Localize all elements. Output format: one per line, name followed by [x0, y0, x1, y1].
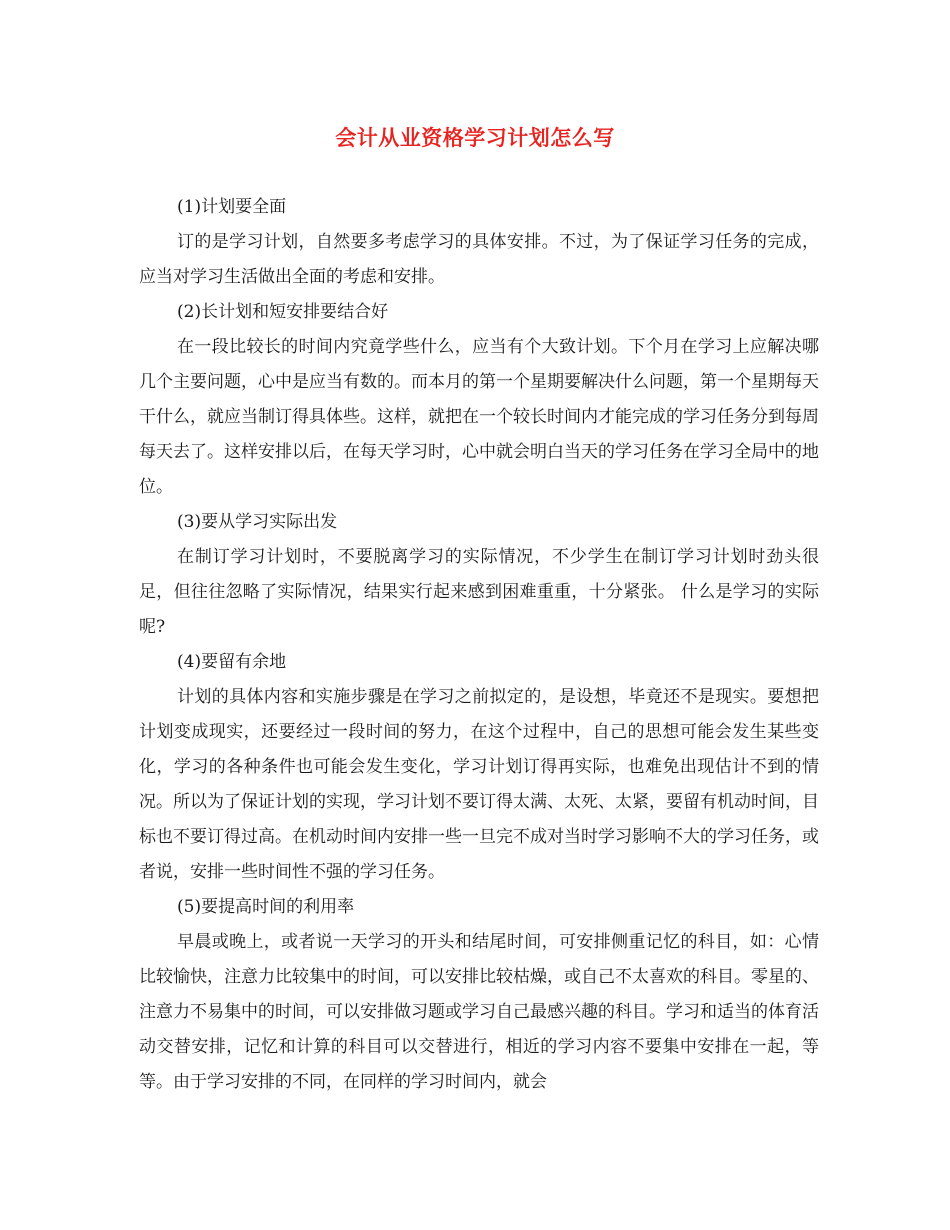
document-body	[139, 190, 819, 1100]
document-title: 会计从业资格学习计划怎么写	[335, 125, 615, 150]
heading-2: (2)长计划和短安排要结合好	[177, 302, 389, 322]
paragraph-3: 在制订学习计划时，不要脱离学习的实际情况，不少学生在制订学习计划时劲头很足，但往往忽略了实际情况，结果实行起来感到困难重重，十分紧张。 什么是学习的实际呢?	[139, 547, 819, 637]
heading-3: (3)要从学习实际出发	[177, 512, 338, 532]
heading-4: (4)要留有余地	[177, 652, 287, 672]
heading-1: (1)计划要全面	[177, 197, 287, 217]
paragraph-2: 在一段比较长的时间内究竟学些什么，应当有个大致计划。下个月在学习上应解决哪几个主要问题，心中是应当有数的。而本月的第一个星期要解决什么问题，第一个星期每天干什么，就应当制订得具体些。这样，就把在一个较长时间内才能完成的学习任务分到每周每天去了。这样安排以后，在每天学习时，心中就会明白当天的学习任务在学习全局中的地位。	[139, 337, 819, 497]
paragraph-1: 订的是学习计划，自然要多考虑学习的具体安排。不过，为了保证学习任务的完成，应当对学习生活做出全面的考虑和安排。	[139, 232, 819, 287]
paragraph-5: 早晨或晚上，或者说一天学习的开头和结尾时间，可安排侧重记忆的科目，如：心情比较愉快，注意力比较集中的时间，可以安排比较枯燥，或自己不太喜欢的科目。零星的、注意力不易集中的时间，可以安排做习题或学习自己最感兴趣的科目。学习和适当的体育活动交替安排，记忆和计算的科目可以交替进行，相近的学习内容不要集中安排在一起，等等。由于学习安排的不同，在同样的学习时间内，就会	[139, 932, 819, 1092]
heading-5: (5)要提高时间的利用率	[177, 897, 355, 917]
paragraph-4: 计划的具体内容和实施步骤是在学习之前拟定的，是设想，毕竟还不是现实。要想把计划变成现实，还要经过一段时间的努力，在这个过程中，自己的思想可能会发生某些变化，学习的各种条件也可能会发生变化，学习计划订得再实际，也难免出现估计不到的情况。所以为了保证计划的实现，学习计划不要订得太满、太死、太紧，要留有机动时间，目标也不要订得过高。在机动时间内安排一些一旦完不成对当时学习影响不大的学习任务，或者说，安排一些时间性不强的学习任务。	[139, 687, 819, 882]
